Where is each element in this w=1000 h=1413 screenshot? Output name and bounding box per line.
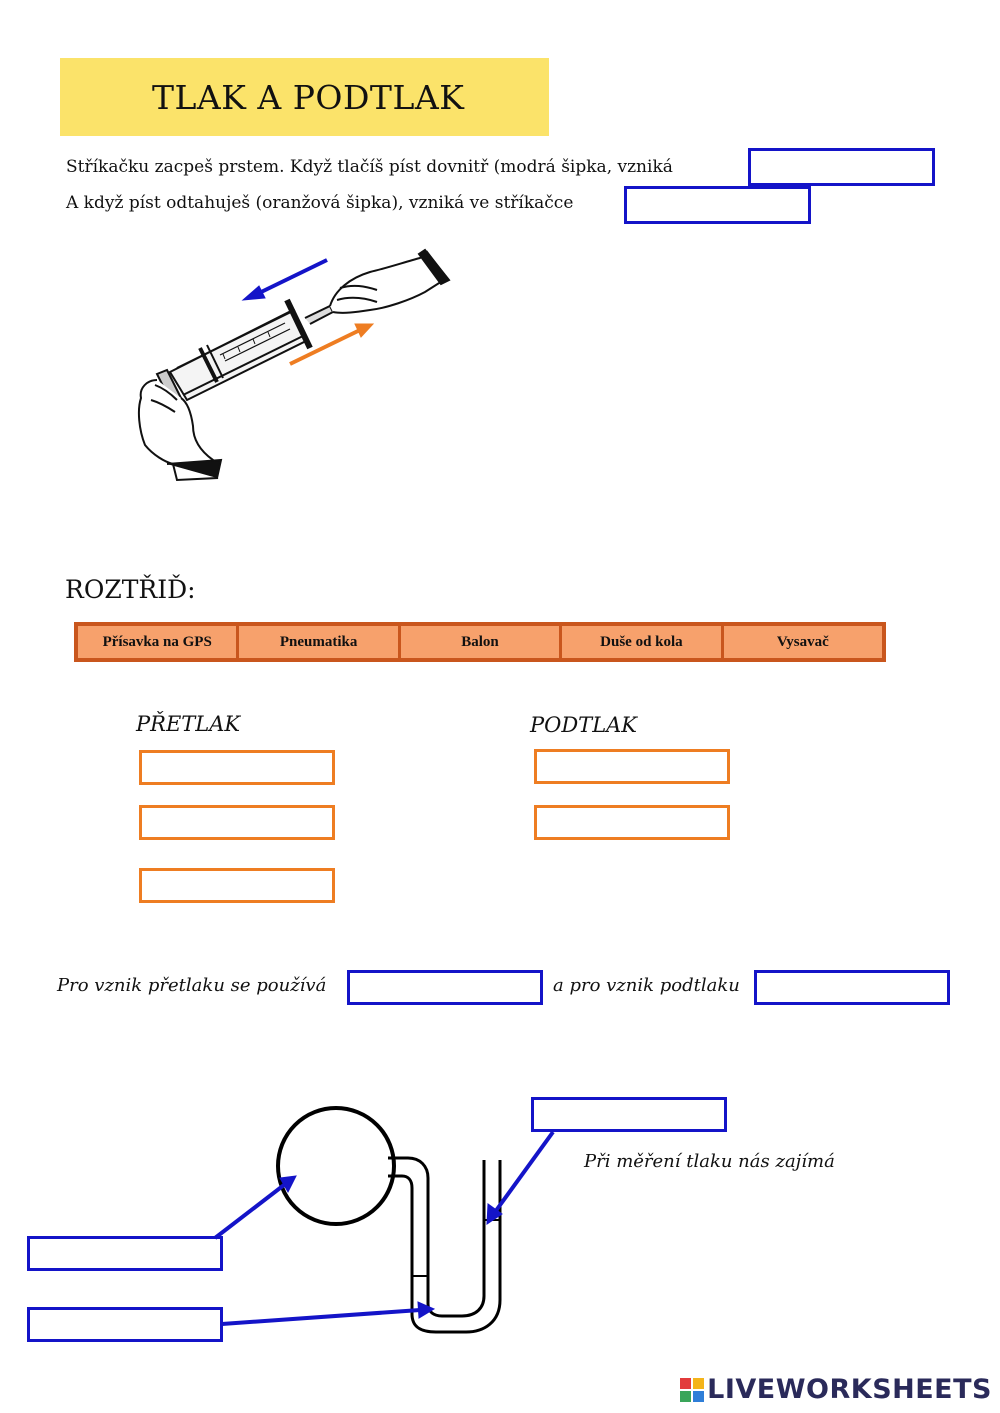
chip-prisavka[interactable]: Přísavka na GPS	[102, 633, 212, 650]
answer-field-overpressure-use[interactable]	[347, 970, 543, 1005]
underpressure-drop-2[interactable]	[534, 805, 730, 840]
manometer-caption: Při měření tlaku nás zajímá	[584, 1151, 835, 1172]
intro-line-2: A když píst odtahuješ (oranžová šipka), vzniká ve stříkačce	[66, 193, 574, 213]
chip-vysavac[interactable]: Vysavač	[721, 626, 882, 658]
answer-field-push[interactable]	[748, 148, 935, 186]
answer-field-pull[interactable]	[624, 186, 811, 224]
overpressure-heading: PŘETLAK	[136, 712, 241, 736]
usage-text-2: a pro vznik podtlaku	[553, 975, 740, 996]
page-title: TLAK A PODTLAK	[152, 78, 465, 117]
chip-balon[interactable]: Balon	[398, 626, 559, 658]
underpressure-heading: PODTLAK	[530, 713, 637, 737]
underpressure-drop-1[interactable]	[534, 749, 730, 784]
intro-line-1: Stříkačku zacpeš prstem. Když tlačíš píst dovnitř (modrá šipka, vzniká	[66, 157, 673, 177]
overpressure-drop-1[interactable]	[139, 750, 335, 785]
liveworksheets-logo	[680, 1374, 992, 1405]
answer-field-underpressure-use[interactable]	[754, 970, 950, 1005]
chip-pneumatika[interactable]: Pneumatika	[236, 626, 397, 658]
overpressure-drop-3[interactable]	[139, 868, 335, 903]
usage-text-1: Pro vznik přetlaku se používá	[57, 975, 327, 996]
manometer-diagram	[0, 1100, 1000, 1360]
sort-title: ROZTŘIĎ:	[65, 575, 196, 604]
syringe-illustration	[125, 240, 455, 485]
overpressure-drop-2[interactable]	[139, 805, 335, 840]
logo-squares-icon	[680, 1378, 704, 1402]
chip-duse[interactable]: Duše od kola	[559, 626, 720, 658]
logo-text: LIVEWORKSHEETS	[707, 1374, 992, 1405]
word-bank	[74, 622, 886, 662]
